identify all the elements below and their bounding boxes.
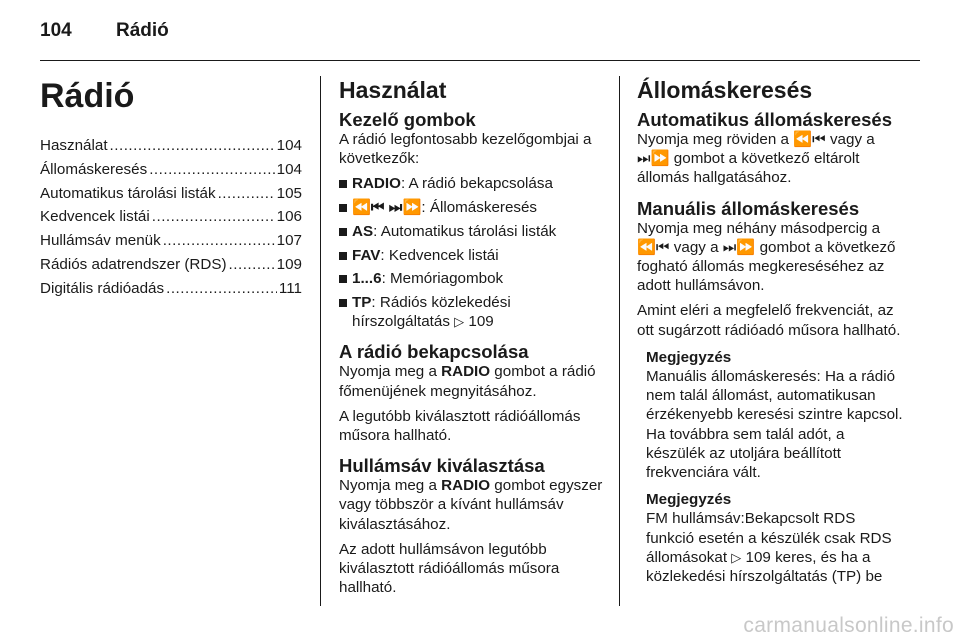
toc-label: Állomáskeresés bbox=[40, 160, 148, 178]
paragraph: Nyomja meg a RADIO gombot a rádió főmenüjének megnyitásához. bbox=[339, 363, 596, 400]
column-divider-2 bbox=[619, 76, 620, 606]
page-reference-icon: ▷ bbox=[731, 549, 742, 565]
note-box bbox=[646, 490, 907, 586]
toc-item[interactable] bbox=[40, 231, 302, 250]
subsection-title: Hullámsáv kiválasztása bbox=[339, 455, 545, 477]
section-title: Használat bbox=[339, 77, 447, 103]
subsection-title: A rádió bekapcsolása bbox=[339, 341, 529, 363]
toc-page: 107 bbox=[276, 232, 302, 250]
key-name: RADIO bbox=[352, 175, 401, 193]
paragraph: Nyomja meg röviden a ⏪⏮ vagy a ⏭⏩ gombot a következő eltárolt állomás hallgatásához. bbox=[637, 131, 875, 187]
page-number: 104 bbox=[40, 20, 72, 41]
toc-page: 105 bbox=[276, 184, 302, 202]
running-title: Rádió bbox=[116, 20, 169, 41]
list-item bbox=[339, 246, 604, 265]
item-text: : Memóriagombok bbox=[381, 270, 504, 288]
toc-leader bbox=[218, 184, 275, 203]
list-item bbox=[339, 269, 604, 288]
toc-label: Használat bbox=[40, 137, 108, 154]
column-station-search bbox=[637, 76, 907, 586]
item-text: : Kedvencek listái bbox=[380, 246, 499, 264]
key-name: 1...6 bbox=[352, 270, 382, 288]
note-title: Megjegyzés bbox=[646, 491, 732, 509]
column-toc bbox=[40, 76, 302, 303]
header-rule bbox=[40, 60, 920, 61]
watermark: carmanualsonline.info bbox=[743, 614, 954, 637]
item-text: : A rádió bekapcsolása bbox=[400, 175, 553, 193]
toc-label: Rádiós adatrendszer (RDS) bbox=[40, 255, 227, 273]
column-usage bbox=[339, 76, 604, 603]
bullet-icon bbox=[339, 299, 347, 307]
toc-page: 111 bbox=[278, 279, 302, 297]
list-item bbox=[339, 198, 604, 217]
toc-item[interactable] bbox=[40, 207, 302, 226]
toc-item[interactable] bbox=[40, 279, 302, 298]
bullet-icon bbox=[339, 228, 347, 236]
paragraph: A legutóbb kiválasztott rádióállomás műsora hallható. bbox=[339, 407, 581, 444]
control-list bbox=[339, 174, 604, 331]
list-item bbox=[339, 174, 604, 193]
toc-label: Hullámsáv menük bbox=[40, 232, 161, 250]
toc-item[interactable] bbox=[40, 160, 302, 179]
toc-leader bbox=[149, 160, 274, 179]
paragraph: A rádió legfontosabb kezelőgombjai a következők: bbox=[339, 131, 592, 168]
toc-item[interactable] bbox=[40, 136, 302, 155]
bullet-icon bbox=[339, 252, 347, 260]
column-divider-1 bbox=[320, 76, 321, 606]
bullet-icon bbox=[339, 275, 347, 283]
note-box bbox=[646, 348, 907, 482]
key-name: AS bbox=[352, 222, 374, 240]
chapter-title: Rádió bbox=[40, 77, 135, 115]
seek-buttons-icon: ⏪⏮ ⏭⏩ bbox=[352, 199, 422, 217]
section-title: Állomáskeresés bbox=[637, 77, 813, 103]
toc-label: Digitális rádióadás bbox=[40, 279, 165, 297]
note-text: FM hullámsáv:Bekapcsolt RDS funkció esetén a készülék csak RDS állomásokat ▷ 109 keres, és ha a közlekedési hírszolgáltatás (TP) be bbox=[646, 510, 892, 586]
note-title: Megjegyzés bbox=[646, 348, 732, 366]
item-text: : Automatikus tárolási listák bbox=[373, 222, 557, 240]
item-text: : Állomáskeresés bbox=[421, 199, 538, 217]
paragraph: Az adott hullámsávon legutóbb kiválasztott rádióállomás műsora hallható. bbox=[339, 540, 560, 597]
toc-page: 106 bbox=[276, 208, 302, 226]
toc-leader bbox=[229, 255, 275, 274]
key-name: FAV bbox=[352, 246, 381, 264]
toc-leader bbox=[166, 279, 277, 298]
toc-page: 104 bbox=[276, 137, 302, 154]
toc-leader bbox=[152, 207, 275, 226]
bullet-icon bbox=[339, 204, 347, 212]
page-reference[interactable]: 109 bbox=[745, 548, 771, 566]
toc-item[interactable] bbox=[40, 255, 302, 274]
toc-leader bbox=[163, 231, 275, 250]
table-of-contents bbox=[40, 136, 302, 298]
toc-label: Kedvencek listái bbox=[40, 208, 150, 226]
toc-page: 109 bbox=[276, 255, 302, 273]
list-item bbox=[339, 222, 604, 241]
page-reference[interactable]: 109 bbox=[468, 313, 494, 331]
subsection-title: Manuális állomáskeresés bbox=[637, 197, 860, 219]
toc-leader bbox=[110, 136, 275, 155]
bullet-icon bbox=[339, 180, 347, 188]
toc-page: 104 bbox=[276, 160, 302, 178]
paragraph: Amint eléri a megfelelő frekvenciát, az ott sugárzott rádióadó műsora hallható. bbox=[637, 302, 901, 339]
paragraph: Nyomja meg a RADIO gombot egyszer vagy többször a kívánt hullámsáv kiválasztásához. bbox=[339, 477, 603, 533]
list-item bbox=[339, 293, 604, 331]
subsection-title: Kezelő gombok bbox=[339, 109, 476, 130]
toc-label: Automatikus tárolási listák bbox=[40, 184, 216, 202]
item-text: : Rádiós közlekedési hírszolgáltatás bbox=[352, 293, 511, 331]
page-reference-icon: ▷ bbox=[454, 314, 465, 330]
subsection-title: Automatikus állomáskeresés bbox=[637, 109, 893, 130]
toc-item[interactable] bbox=[40, 184, 302, 203]
paragraph: Nyomja meg néhány másodpercig a ⏪⏮ vagy a ⏭⏩ gombot a következő fogható állomás megkereséséhez az adott hullámsávon. bbox=[637, 219, 896, 295]
note-text: Manuális állomáskeresés: Ha a rádió nem talál állomást, automatikusan érzékenyebb keresési szintre kapcsol. Ha továbbra sem talál adót, a készülék az utoljára beállított frekvenciára vált. bbox=[646, 368, 903, 482]
key-name: TP bbox=[352, 293, 372, 311]
